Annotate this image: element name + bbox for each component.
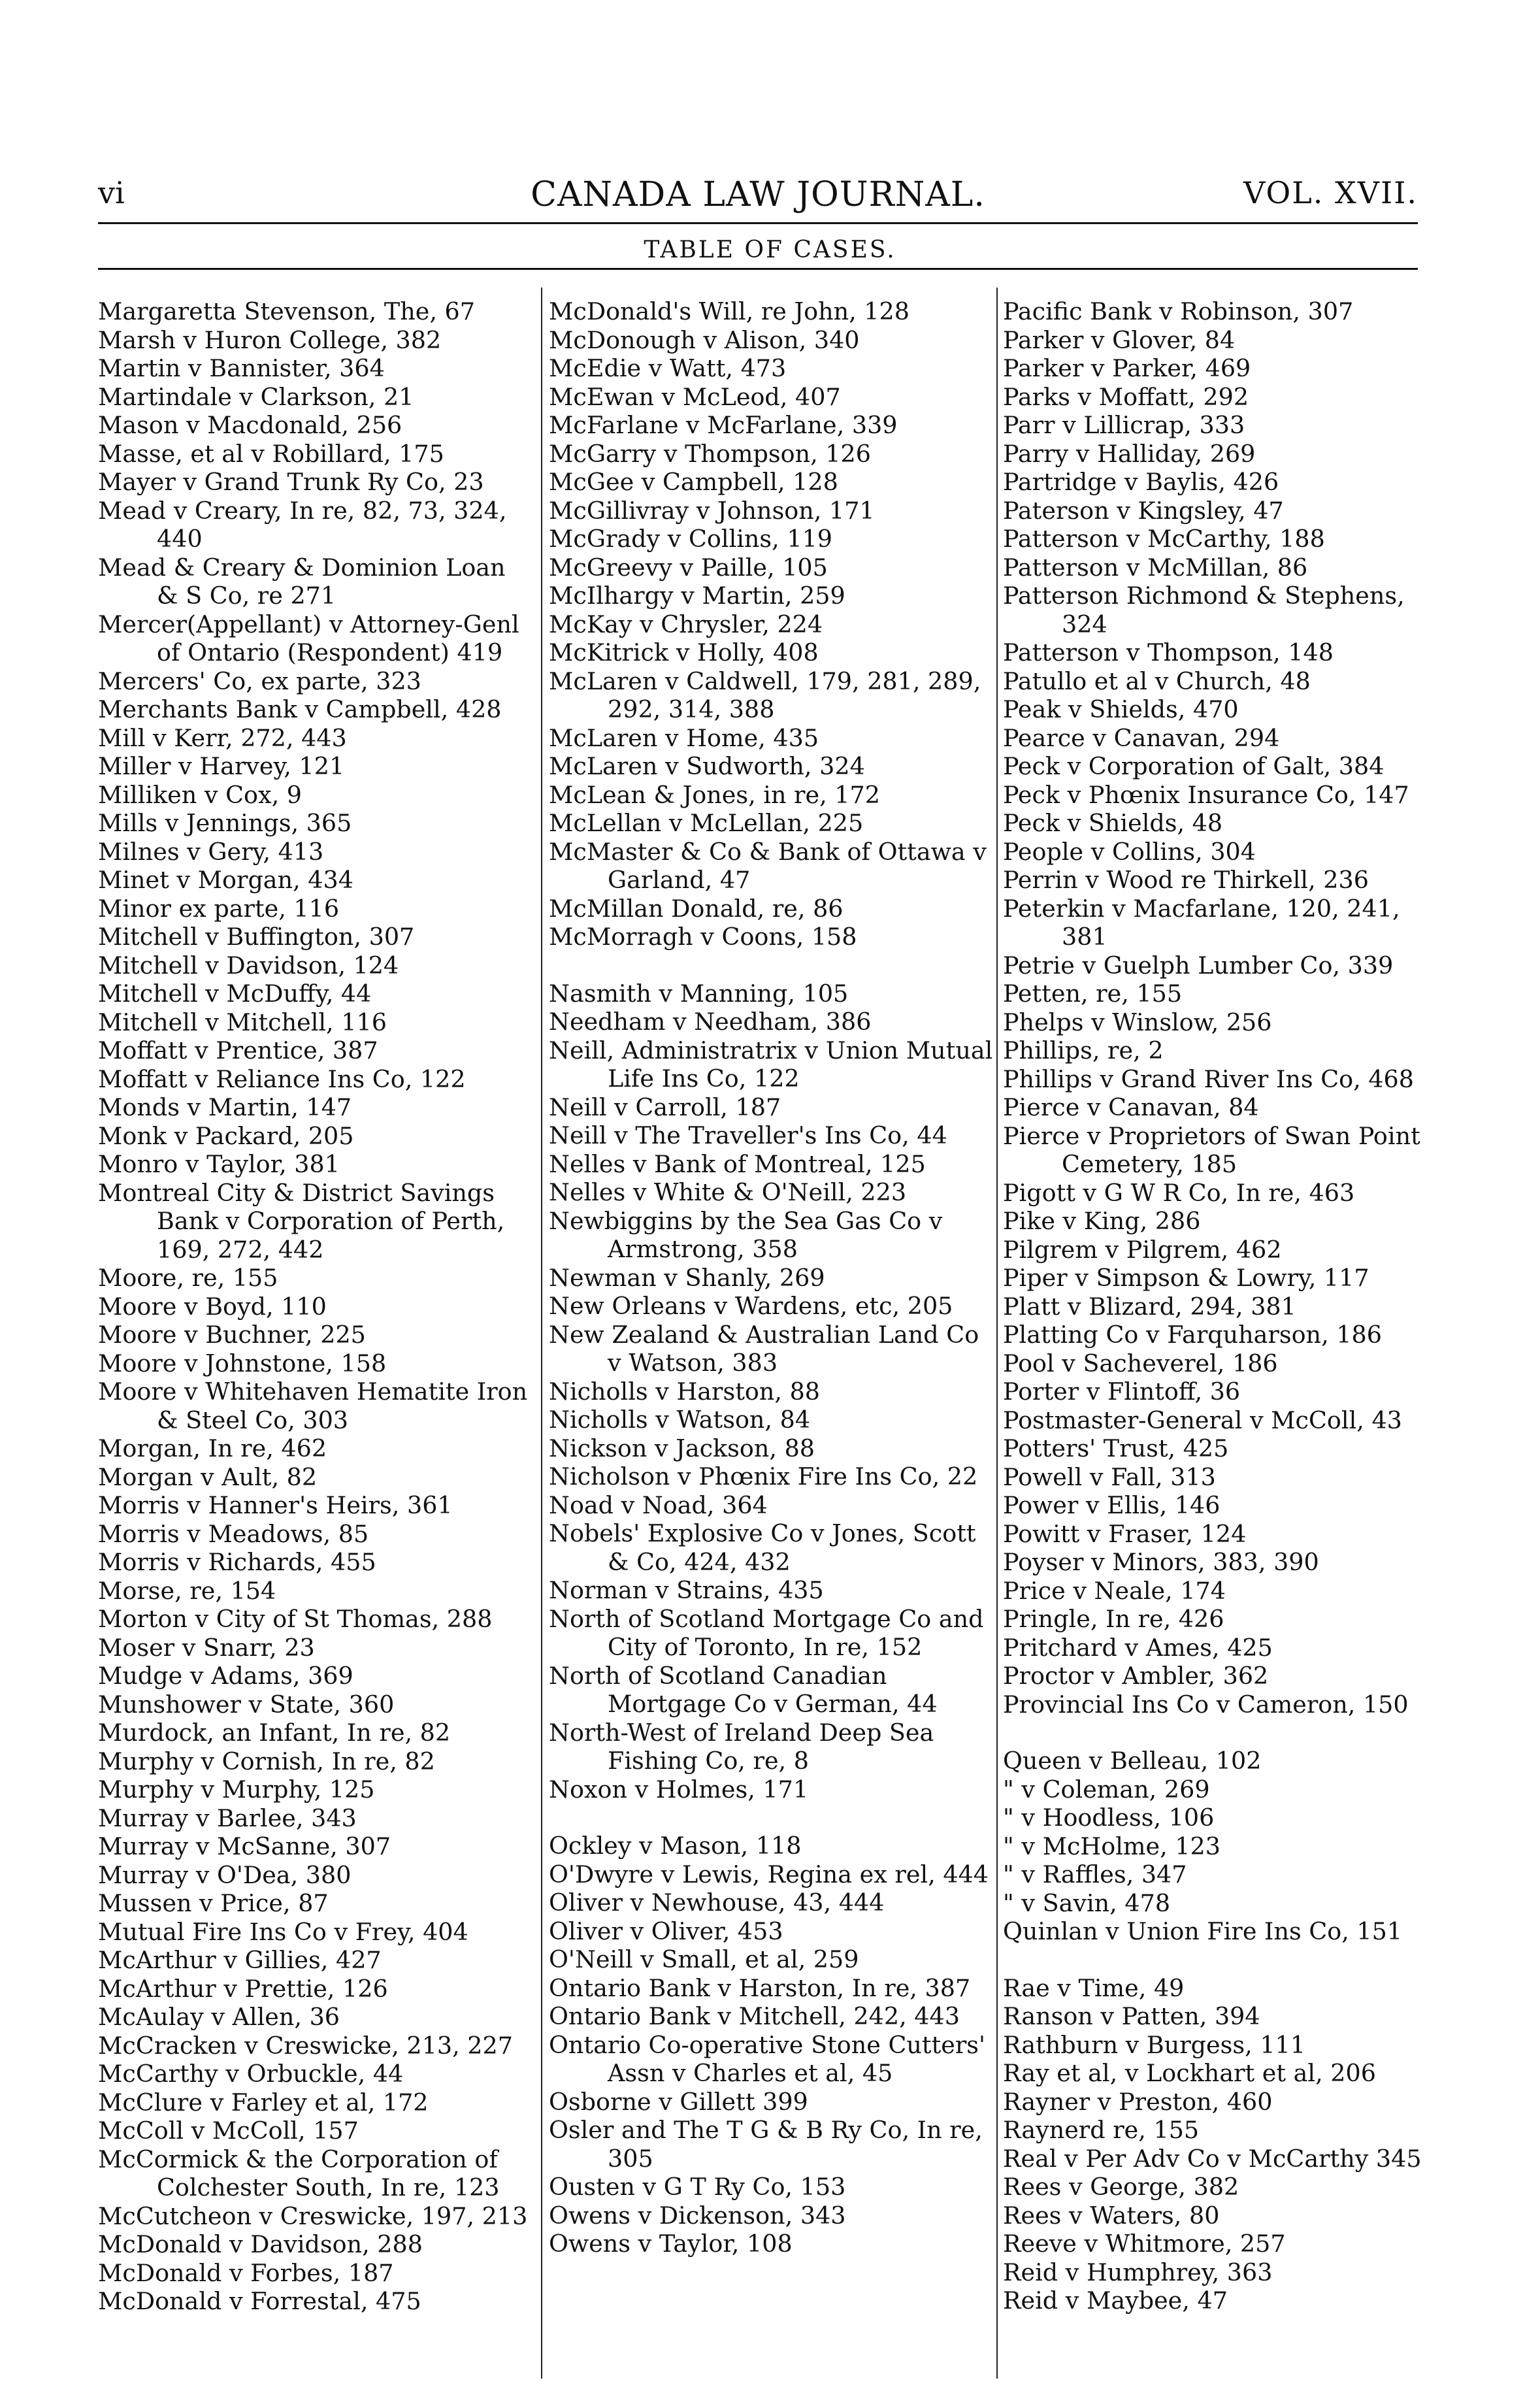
- case-entry: Montreal City & District Savings Bank v Corporation of Perth, 169, 272, 442: [98, 1178, 505, 1264]
- case-entry: " v Savin, 478: [1003, 1888, 1171, 1917]
- case-entry: Neill v The Traveller's Ins Co, 44: [549, 1121, 947, 1149]
- case-entry: Parker v Glover, 84: [1003, 325, 1236, 354]
- case-entry: Nobels' Explosive Co v Jones, Scott & Co, 424, 432: [549, 1519, 976, 1576]
- case-entry: O'Neill v Small, et al, 259: [549, 1945, 859, 1973]
- case-entry: Murray v O'Dea, 380: [98, 1860, 352, 1889]
- case-entry: Rathburn v Burgess, 111: [1003, 2030, 1305, 2059]
- case-entry: Newman v Shanly, 269: [549, 1263, 825, 1292]
- case-entry: McArthur v Gillies, 427: [98, 1946, 382, 1974]
- case-entry: Moore, re, 155: [98, 1264, 278, 1292]
- case-entry: Morris v Richards, 455: [98, 1548, 376, 1576]
- case-entry: Peterkin v Macfarlane, 120, 241, 381: [1003, 894, 1400, 951]
- case-entry: Oliver v Newhouse, 43, 444: [549, 1888, 885, 1917]
- case-entry: " v Hoodless, 106: [1003, 1804, 1215, 1832]
- case-entry: North of Scotland Mortgage Co and City of Toronto, In re, 152: [549, 1604, 984, 1661]
- case-entry: McCarthy v Orbuckle, 44: [98, 2060, 404, 2088]
- case-entry: " v Coleman, 269: [1003, 1775, 1210, 1804]
- header-rule: [98, 222, 1418, 224]
- case-entry: McKitrick v Holly, 408: [549, 638, 819, 667]
- subtitle-rule: [98, 268, 1418, 270]
- case-entry: Morton v City of St Thomas, 288: [98, 1605, 493, 1633]
- case-entry: Pilgrem v Pilgrem, 462: [1003, 1235, 1282, 1264]
- case-entry: Nelles v Bank of Montreal, 125: [549, 1149, 926, 1178]
- case-entry: Price v Neale, 174: [1003, 1576, 1226, 1605]
- column-divider-2: [996, 288, 998, 2379]
- case-entry: Mayer v Grand Trunk Ry Co, 23: [98, 468, 484, 496]
- case-entry: Pool v Sacheverel, 186: [1003, 1349, 1278, 1377]
- case-entry: " v McHolme, 123: [1003, 1832, 1221, 1860]
- case-entry: Platting Co v Farquharson, 186: [1003, 1321, 1382, 1349]
- case-entry: North-West of Ireland Deep Sea Fishing Co, re, 8: [549, 1718, 934, 1775]
- case-entry: Ray et al, v Lockhart et al, 206: [1003, 2059, 1376, 2087]
- case-entry: McArthur v Prettie, 126: [98, 1974, 388, 2003]
- case-entry: McDonald v Forrestal, 475: [98, 2287, 421, 2315]
- case-entry: McGrady v Collins, 119: [549, 525, 833, 553]
- case-entry: Mercer(Appellant) v Attorney-Genl of Ontario (Respondent) 419: [98, 610, 519, 667]
- case-entry: McDonald v Davidson, 288: [98, 2230, 423, 2258]
- case-entry: Piper v Simpson & Lowry, 117: [1003, 1264, 1369, 1292]
- case-entry: Nicholson v Phœnix Fire Ins Co, 22: [549, 1462, 978, 1491]
- case-entry: Murdock, an Infant, In re, 82: [98, 1719, 451, 1747]
- case-entry: Raynerd re, 155: [1003, 2116, 1200, 2144]
- case-entry: McLaren v Caldwell, 179, 281, 289, 292, 314, 388: [549, 667, 981, 723]
- volume-label: VOL. XVII.: [1243, 175, 1418, 210]
- case-entry: Petten, re, 155: [1003, 980, 1183, 1008]
- case-entry: Pierce v Proprietors of Swan Point Cemetery, 185: [1003, 1121, 1420, 1178]
- case-entry: Moore v Johnstone, 158: [98, 1349, 387, 1377]
- case-entry: Murray v McSanne, 307: [98, 1832, 391, 1860]
- case-entry: Osborne v Gillett 399: [549, 2087, 808, 2116]
- case-entry: Rees v Waters, 80: [1003, 2201, 1220, 2230]
- case-entry: Pearce v Canavan, 294: [1003, 723, 1280, 752]
- case-entry: McMaster & Co & Bank of Ottawa v Garland, 47: [549, 837, 987, 894]
- case-entry: McGillivray v Johnson, 171: [549, 496, 875, 525]
- case-entry: Pike v King, 286: [1003, 1207, 1201, 1235]
- case-entry: Patterson v McMillan, 86: [1003, 553, 1308, 582]
- case-entry: Mercers' Co, ex parte, 323: [98, 667, 421, 695]
- case-entry: Osler and The T G & B Ry Co, In re, 305: [549, 2116, 983, 2173]
- case-entry: Patterson Richmond & Stephens, 324: [1003, 582, 1405, 638]
- case-entry: Nicholls v Watson, 84: [549, 1406, 811, 1434]
- case-entry: Neill v Carroll, 187: [549, 1093, 781, 1121]
- case-entry: Murphy v Murphy, 125: [98, 1775, 375, 1804]
- case-entry: McGarry v Thompson, 126: [549, 439, 871, 468]
- case-entry: Perrin v Wood re Thirkell, 236: [1003, 866, 1369, 894]
- case-entry: Nasmith v Manning, 105: [549, 979, 849, 1008]
- case-entry: McMorragh v Coons, 158: [549, 923, 857, 951]
- case-entry: Mill v Kerr, 272, 443: [98, 723, 347, 752]
- case-entry: McFarlane v McFarlane, 339: [549, 411, 898, 439]
- case-entry: Oliver v Oliver, 453: [549, 1917, 783, 1945]
- case-entry: Power v Ellis, 146: [1003, 1491, 1221, 1519]
- column-divider-1: [541, 288, 542, 2379]
- case-entry: Nicholls v Harston, 88: [549, 1377, 821, 1406]
- case-entry: Powell v Fall, 313: [1003, 1462, 1216, 1491]
- case-entry: People v Collins, 304: [1003, 837, 1256, 866]
- case-entry: McClure v Farley et al, 172: [98, 2088, 429, 2117]
- case-entry: Pigott v G W R Co, In re, 463: [1003, 1178, 1355, 1207]
- case-entry: Platt v Blizard, 294, 381: [1003, 1292, 1296, 1321]
- case-entry: Minet v Morgan, 434: [98, 866, 353, 894]
- index-column-3: [1003, 297, 1447, 2315]
- case-entry: New Zealand & Australian Land Co v Watson, 383: [549, 1320, 979, 1377]
- case-entry: Owens v Taylor, 108: [549, 2230, 793, 2258]
- case-entry: Potters' Trust, 425: [1003, 1434, 1229, 1462]
- case-entry: Monk v Packard, 205: [98, 1121, 354, 1150]
- case-entry: Ranson v Patten, 394: [1003, 2002, 1260, 2030]
- case-entry: North of Scotland Canadian Mortgage Co v German, 44: [549, 1661, 938, 1718]
- case-entry: Partridge v Baylis, 426: [1003, 468, 1279, 496]
- case-entry: McKay v Chrysler, 224: [549, 610, 823, 638]
- case-entry: Pringle, In re, 426: [1003, 1605, 1224, 1633]
- case-entry: Mills v Jennings, 365: [98, 809, 352, 837]
- index-column-1: [98, 297, 532, 2316]
- case-entry: Parker v Parker, 469: [1003, 354, 1251, 382]
- case-entry: McGee v Campbell, 128: [549, 468, 838, 496]
- case-entry: Ontario Bank v Mitchell, 242, 443: [549, 2002, 960, 2030]
- case-entry: Morgan, In re, 462: [98, 1434, 327, 1462]
- case-entry: Patullo et al v Church, 48: [1003, 667, 1311, 695]
- case-entry: Moore v Whitehaven Hematite Iron & Steel Co, 303: [98, 1377, 528, 1434]
- case-entry: Moffatt v Reliance Ins Co, 122: [98, 1064, 466, 1093]
- case-entry: Mitchell v Davidson, 124: [98, 951, 399, 980]
- case-entry: Morris v Hanner's Heirs, 361: [98, 1491, 453, 1519]
- case-entry: Powitt v Fraser, 124: [1003, 1519, 1247, 1548]
- case-entry: Morse, re, 154: [98, 1576, 276, 1605]
- case-entry: Merchants Bank v Campbell, 428: [98, 695, 502, 723]
- case-entry: Patterson v McCarthy, 188: [1003, 525, 1325, 553]
- case-entry: Quinlan v Union Fire Ins Co, 151: [1003, 1917, 1403, 1945]
- case-entry: Pacific Bank v Robinson, 307: [1003, 297, 1354, 325]
- case-entry: Patterson v Thompson, 148: [1003, 638, 1334, 667]
- case-entry: Ousten v G T Ry Co, 153: [549, 2173, 846, 2201]
- case-entry: Peck v Shields, 48: [1003, 809, 1223, 837]
- case-entry: Parr v Lillicrap, 333: [1003, 411, 1245, 439]
- case-entry: Needham v Needham, 386: [549, 1008, 872, 1036]
- case-entry: Phillips, re, 2: [1003, 1036, 1164, 1064]
- case-entry: Owens v Dickenson, 343: [549, 2201, 846, 2230]
- case-entry: McMillan Donald, re, 86: [549, 894, 844, 923]
- case-entry: McColl v McColl, 157: [98, 2117, 359, 2145]
- case-entry: Marsh v Huron College, 382: [98, 325, 442, 354]
- case-entry: McDonald v Forbes, 187: [98, 2258, 394, 2287]
- case-entry: Masse, et al v Robillard, 175: [98, 439, 444, 468]
- case-entry: Moffatt v Prentice, 387: [98, 1036, 378, 1064]
- case-entry: McLaren v Sudworth, 324: [549, 752, 865, 780]
- case-entry: Phillips v Grand River Ins Co, 468: [1003, 1064, 1414, 1093]
- case-entry: Monro v Taylor, 381: [98, 1150, 340, 1178]
- case-entry: Morris v Meadows, 85: [98, 1519, 369, 1548]
- journal-title: CANADA LAW JOURNAL.: [531, 175, 985, 214]
- case-entry: Rayner v Preston, 460: [1003, 2087, 1273, 2116]
- case-entry: Paterson v Kingsley, 47: [1003, 496, 1284, 525]
- case-entry: Noxon v Holmes, 171: [549, 1775, 809, 1804]
- case-entry: Reid v Maybee, 47: [1003, 2286, 1228, 2315]
- case-entry: Poyser v Minors, 383, 390: [1003, 1548, 1319, 1576]
- case-entry: " v Raffles, 347: [1003, 1860, 1187, 1888]
- case-entry: Real v Per Adv Co v McCarthy 345: [1003, 2144, 1422, 2173]
- case-entry: Parry v Halliday, 269: [1003, 439, 1256, 468]
- case-entry: McIlhargy v Martin, 259: [549, 582, 845, 610]
- case-entry: Mitchell v McDuffy, 44: [98, 980, 372, 1008]
- case-entry: Peck v Phœnix Insurance Co, 147: [1003, 780, 1409, 809]
- case-entry: Peak v Shields, 470: [1003, 695, 1239, 723]
- case-entry: McCormick & the Corporation of Colchester South, In re, 123: [98, 2145, 500, 2201]
- case-entry: Monds v Martin, 147: [98, 1093, 352, 1121]
- case-entry: Neill, Administratrix v Union Mutual Life Ins Co, 122: [549, 1036, 993, 1093]
- case-entry: New Orleans v Wardens, etc, 205: [549, 1292, 953, 1320]
- case-entry: Proctor v Ambler, 362: [1003, 1662, 1269, 1690]
- case-entry: McDonough v Alison, 340: [549, 325, 860, 354]
- case-entry: Phelps v Winslow, 256: [1003, 1008, 1272, 1036]
- case-entry: Reid v Humphrey, 363: [1003, 2258, 1273, 2286]
- case-entry: Mitchell v Mitchell, 116: [98, 1008, 387, 1036]
- case-entry: Milliken v Cox, 9: [98, 780, 303, 809]
- case-entry: Parks v Moffatt, 292: [1003, 382, 1249, 411]
- case-entry: Milnes v Gery, 413: [98, 837, 324, 866]
- case-entry: Minor ex parte, 116: [98, 894, 340, 923]
- case-entry: Rae v Time, 49: [1003, 1973, 1185, 2002]
- case-entry: Newbiggins by the Sea Gas Co v Armstrong, 358: [549, 1206, 943, 1263]
- case-entry: Ontario Co-operative Stone Cutters' Assn v Charles et al, 45: [549, 2030, 986, 2087]
- case-entry: McCutcheon v Creswicke, 197, 213: [98, 2201, 528, 2230]
- case-entry: Margaretta Stevenson, The, 67: [98, 297, 475, 325]
- case-entry: Ontario Bank v Harston, In re, 387: [549, 1973, 971, 2002]
- case-entry: Mudge v Adams, 369: [98, 1662, 353, 1690]
- case-entry: Pritchard v Ames, 425: [1003, 1633, 1273, 1662]
- case-entry: O'Dwyre v Lewis, Regina ex rel, 444: [549, 1860, 989, 1888]
- case-entry: Postmaster-General v McColl, 43: [1003, 1406, 1402, 1434]
- case-entry: Mutual Fire Ins Co v Frey, 404: [98, 1917, 468, 1946]
- case-entry: Peck v Corporation of Galt, 384: [1003, 752, 1384, 780]
- case-entry: Mead & Creary & Dominion Loan & S Co, re 271: [98, 553, 506, 610]
- case-entry: Murphy v Cornish, In re, 82: [98, 1747, 435, 1775]
- section-title: TABLE OF CASES.: [644, 237, 896, 263]
- case-entry: Moore v Boyd, 110: [98, 1292, 327, 1321]
- case-entry: Moore v Buchner, 225: [98, 1321, 366, 1349]
- case-entry: Mussen v Price, 87: [98, 1889, 329, 1917]
- case-entry: Ockley v Mason, 118: [549, 1832, 802, 1860]
- case-entry: McEwan v McLeod, 407: [549, 382, 841, 411]
- case-entry: Martin v Bannister, 364: [98, 354, 385, 382]
- case-entry: McCracken v Creswicke, 213, 227: [98, 2031, 513, 2060]
- index-column-2: [549, 297, 993, 2258]
- case-entry: Norman v Strains, 435: [549, 1576, 824, 1604]
- case-entry: McAulay v Allen, 36: [98, 2003, 340, 2031]
- case-entry: Mitchell v Buffington, 307: [98, 923, 415, 951]
- case-entry: McLellan v McLellan, 225: [549, 809, 864, 837]
- page-header: [98, 175, 1418, 221]
- case-entry: Rees v George, 382: [1003, 2173, 1239, 2201]
- case-entry: McLean & Jones, in re, 172: [549, 780, 880, 809]
- case-entry: Provincial Ins Co v Cameron, 150: [1003, 1690, 1409, 1719]
- case-entry: Miller v Harvey, 121: [98, 752, 345, 780]
- page-number: vi: [98, 175, 125, 210]
- case-entry: Pierce v Canavan, 84: [1003, 1093, 1259, 1121]
- case-entry: Petrie v Guelph Lumber Co, 339: [1003, 951, 1394, 980]
- case-entry: Moser v Snarr, 23: [98, 1633, 315, 1662]
- case-entry: Mason v Macdonald, 256: [98, 411, 402, 439]
- case-entry: McGreevy v Paille, 105: [549, 553, 828, 582]
- case-entry: Murray v Barlee, 343: [98, 1804, 357, 1832]
- case-entry: Queen v Belleau, 102: [1003, 1747, 1262, 1775]
- case-entry: Mead v Creary, In re, 82, 73, 324, 440: [98, 496, 507, 553]
- case-entry: Munshower v State, 360: [98, 1690, 395, 1719]
- case-entry: McEdie v Watt, 473: [549, 354, 787, 382]
- case-entry: Reeve v Whitmore, 257: [1003, 2230, 1286, 2258]
- case-entry: Nickson v Jackson, 88: [549, 1434, 815, 1462]
- case-entry: McDonald's Will, re John, 128: [549, 297, 909, 325]
- case-entry: Porter v Flintoff, 36: [1003, 1377, 1241, 1406]
- case-entry: Morgan v Ault, 82: [98, 1462, 318, 1491]
- case-entry: Nelles v White & O'Neill, 223: [549, 1178, 907, 1206]
- case-entry: McLaren v Home, 435: [549, 723, 819, 752]
- case-entry: Noad v Noad, 364: [549, 1491, 768, 1519]
- case-entry: Martindale v Clarkson, 21: [98, 382, 414, 411]
